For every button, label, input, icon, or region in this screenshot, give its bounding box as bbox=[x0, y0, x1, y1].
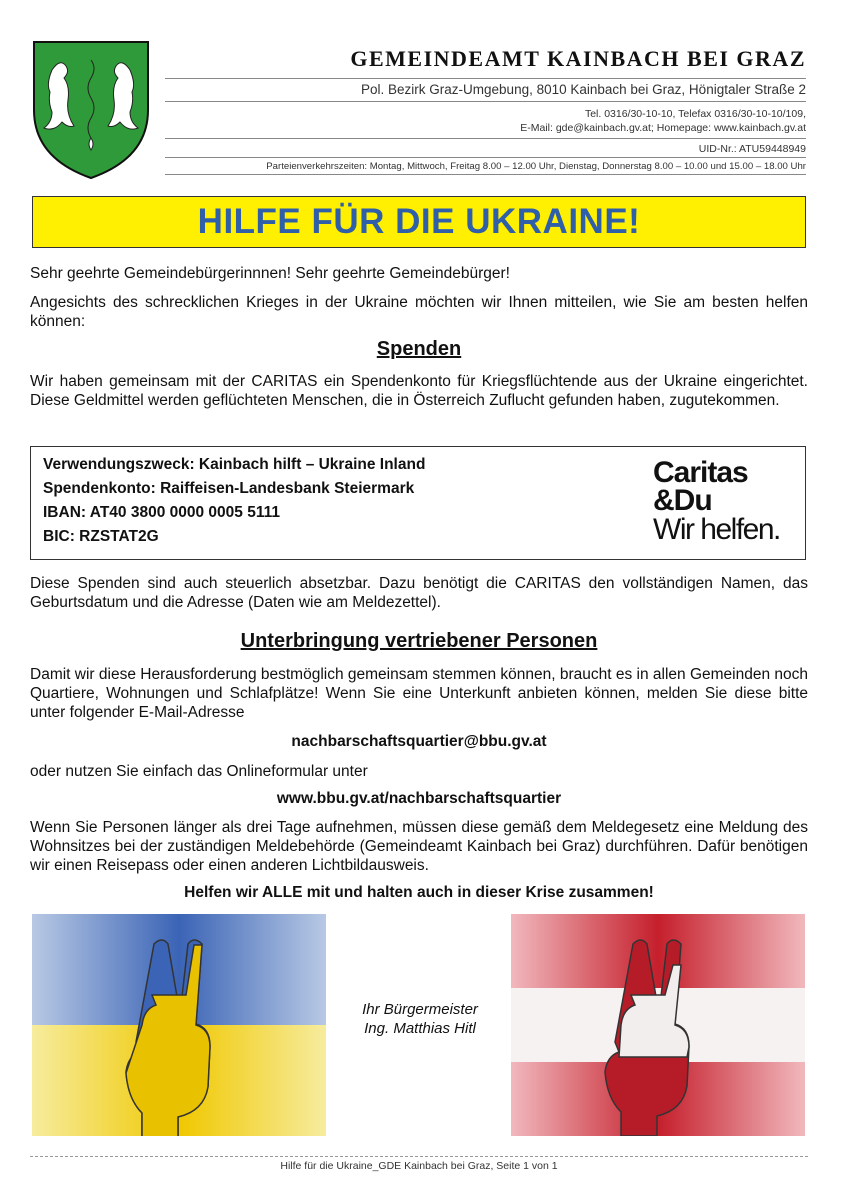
donations-paragraph: Wir haben gemeinsam mit der CARITAS ein Spendenkonto für Kriegsflüchtende aus der Ukraine eingerichtet. Diese Geldmittel werden geflüchteten Menschen, die in Österreich Zuflucht gefunden haben, zugutekommen. bbox=[30, 373, 808, 409]
ukraine-peace-hand-image bbox=[32, 914, 326, 1136]
section-heading-accommodation: Unterbringung vertriebener Personen bbox=[240, 630, 598, 652]
donation-account: Spendenkonto: Raiffeisen-Landesbank Steiermark bbox=[43, 480, 415, 497]
email-homepage: E-Mail: gde@kainbach.gv.at; Homepage: www.kainbach.gv.at bbox=[520, 122, 806, 134]
donation-iban: IBAN: AT40 3800 0000 0005 5111 bbox=[43, 504, 280, 521]
organization-address: Pol. Bezirk Graz-Umgebung, 8010 Kainbach bei Graz, Hönigtaler Straße 2 bbox=[361, 82, 806, 97]
donation-bic: BIC: RZSTAT2G bbox=[43, 528, 159, 545]
header-divider bbox=[165, 138, 806, 139]
caritas-logo bbox=[653, 456, 803, 546]
tax-note: Diese Spenden sind auch steuerlich absetzbar. Dazu benötigt die CARITAS den vollständigen Namen, das Geburtsdatum und die Adresse (Daten wie am Meldezettel). bbox=[30, 575, 808, 611]
intro-paragraph: Angesichts des schrecklichen Krieges in der Ukraine möchten wir Ihnen mitteilen, wie Sie am besten helfen können: bbox=[30, 294, 808, 330]
header-divider bbox=[165, 157, 806, 158]
caritas-logo-line3: Wir helfen. bbox=[653, 513, 780, 546]
online-form-link[interactable]: www.bbu.gv.at/nachbarschaftsquartier bbox=[276, 790, 562, 807]
donation-info-box bbox=[30, 446, 806, 560]
municipal-coat-of-arms bbox=[32, 40, 150, 180]
signature-role: Ihr Bürgermeister bbox=[362, 1001, 478, 1018]
office-hours: Parteienverkehrszeiten: Montag, Mittwoch, Freitag 8.00 – 12.00 Uhr, Dienstag, Donnerstag 8.00 – 10.00 und 15.00 – 18.00 Uhr bbox=[266, 161, 806, 172]
caritas-logo-line1: Caritas bbox=[653, 456, 748, 489]
online-form-text: oder nutzen Sie einfach das Onlineformular unter bbox=[30, 763, 368, 780]
headline-banner bbox=[32, 196, 806, 248]
page-footer: Hilfe für die Ukraine_GDE Kainbach bei Graz, Seite 1 von 1 bbox=[280, 1160, 558, 1172]
donation-purpose: Verwendungszweck: Kainbach hilft – Ukraine Inland bbox=[43, 456, 426, 473]
caritas-logo-line2: &Du bbox=[653, 484, 712, 517]
header-divider bbox=[165, 78, 806, 79]
header-divider bbox=[165, 174, 806, 175]
phone-fax: Tel. 0316/30-10-10, Telefax 0316/30-10-10/109, bbox=[584, 108, 806, 120]
austria-peace-hand-image bbox=[511, 914, 805, 1136]
header-divider bbox=[165, 101, 806, 102]
headline-text: HILFE FÜR DIE UKRAINE! bbox=[197, 202, 641, 241]
organization-title: GEMEINDEAMT KAINBACH BEI GRAZ bbox=[350, 46, 806, 71]
signature-name: Ing. Matthias Hitl bbox=[364, 1020, 476, 1037]
uid-number: UID-Nr.: ATU59448949 bbox=[698, 143, 806, 155]
closing-appeal: Helfen wir ALLE mit und halten auch in dieser Krise zusammen! bbox=[184, 884, 654, 901]
accommodation-paragraph: Damit wir diese Herausforderung bestmöglich gemeinsam stemmen können, braucht es in allen Gemeinden noch Quartiere, Wohnungen und Schlafplätze! Wenn Sie eine Unterkunft anbieten können, melden Sie diese bitte unter folgender E-Mail-Adresse bbox=[30, 666, 808, 721]
section-heading-donations: Spenden bbox=[376, 338, 462, 360]
contact-email-link[interactable]: nachbarschaftsquartier@bbu.gv.at bbox=[291, 733, 547, 750]
footer-divider bbox=[30, 1156, 808, 1157]
registration-paragraph: Wenn Sie Personen länger als drei Tage aufnehmen, müssen diese gemäß dem Meldegesetz eine Meldung des Wohnsitzes bei der zuständigen Meldebehörde (Gemeindeamt Kainbach bei Graz) durchführen. Dafür benötigen wir einen Reisepass oder einen anderen Lichtbildausweis. bbox=[30, 819, 808, 874]
mayor-signature bbox=[330, 1000, 510, 1038]
greeting: Sehr geehrte Gemeindebürgerinnnen! Sehr geehrte Gemeindebürger! bbox=[30, 265, 510, 282]
